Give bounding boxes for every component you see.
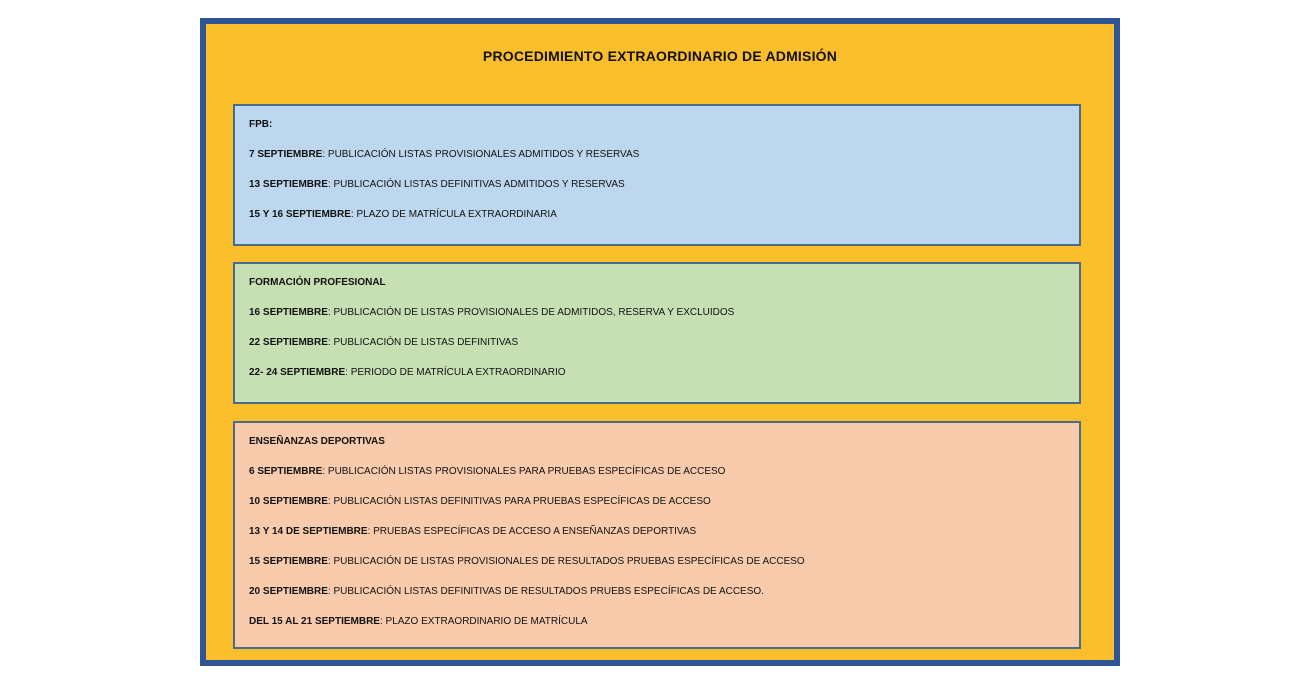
row-text: : PUBLICACIÓN DE LISTAS PROVISIONALES DE ADMITIDOS, RESERVA Y EXCLUIDOS	[327, 307, 735, 318]
row-date: 15 SEPTIEMBRE	[249, 556, 328, 567]
row-text: : PUBLICACIÓN LISTAS DEFINITIVAS ADMITIDOS Y RESERVAS	[327, 179, 625, 190]
row-date: 16 SEPTIEMBRE	[249, 307, 328, 318]
row-text: : PRUEBAS ESPECÍFICAS DE ACCESO A ENSEÑANZAS DEPORTIVAS	[367, 526, 697, 537]
section-fpb	[233, 104, 1081, 246]
row-date: 22 SEPTIEMBRE	[249, 337, 328, 348]
row-date: 10 SEPTIEMBRE	[249, 496, 328, 507]
row-text: : PLAZO DE MATRÍCULA EXTRAORDINARIA	[350, 209, 557, 220]
row-date: 15 Y 16 SEPTIEMBRE	[249, 209, 351, 220]
row-text: : PUBLICACIÓN LISTAS DEFINITIVAS DE RESULTADOS PRUEBS ESPECÍFICAS DE ACCESO.	[327, 586, 764, 597]
row-date: 20 SEPTIEMBRE	[249, 586, 328, 597]
section-ensenanzas-deportivas	[233, 421, 1081, 649]
row-text: : PUBLICACIÓN LISTAS PROVISIONALES PARA PRUEBAS ESPECÍFICAS DE ACCESO	[322, 466, 726, 477]
page-title: PROCEDIMIENTO EXTRAORDINARIO DE ADMISIÓN	[482, 48, 838, 64]
schedule-row	[249, 140, 1079, 170]
notice-background	[206, 24, 1114, 660]
row-text: : PUBLICACIÓN DE LISTAS DEFINITIVAS	[327, 337, 519, 348]
schedule-row	[249, 170, 1079, 200]
row-text: : PUBLICACIÓN LISTAS DEFINITIVAS PARA PRUEBAS ESPECÍFICAS DE ACCESO	[327, 496, 711, 507]
schedule-row	[249, 517, 1079, 547]
schedule-row	[249, 457, 1079, 487]
row-date: 13 SEPTIEMBRE	[249, 179, 328, 190]
schedule-row	[249, 487, 1079, 517]
schedule-row	[249, 607, 1079, 637]
schedule-row	[249, 200, 1079, 230]
section-formacion-profesional	[233, 262, 1081, 404]
row-text: : PUBLICACIÓN LISTAS PROVISIONALES ADMITIDOS Y RESERVAS	[322, 149, 640, 160]
row-date: DEL 15 AL 21 SEPTIEMBRE	[249, 616, 380, 627]
schedule-row	[249, 328, 1079, 358]
row-text: : PLAZO EXTRAORDINARIO DE MATRÍCULA	[379, 616, 588, 627]
schedule-row	[249, 358, 1079, 388]
row-date: 22- 24 SEPTIEMBRE	[249, 367, 346, 378]
row-text: : PERIODO DE MATRÍCULA EXTRAORDINARIO	[345, 367, 566, 378]
row-date: 7 SEPTIEMBRE	[249, 149, 323, 160]
section-heading: ENSEÑANZAS DEPORTIVAS	[249, 436, 385, 447]
row-date: 6 SEPTIEMBRE	[249, 466, 323, 477]
schedule-row	[249, 298, 1079, 328]
schedule-row	[249, 577, 1079, 607]
section-heading: FPB:	[249, 119, 273, 130]
notice-frame	[200, 18, 1120, 666]
section-heading: FORMACIÓN PROFESIONAL	[249, 277, 386, 288]
row-date: 13 Y 14 DE SEPTIEMBRE	[249, 526, 368, 537]
row-text: : PUBLICACIÓN DE LISTAS PROVISIONALES DE RESULTADOS PRUEBAS ESPECÍFICAS DE ACCESO	[327, 556, 805, 567]
schedule-row	[249, 547, 1079, 577]
